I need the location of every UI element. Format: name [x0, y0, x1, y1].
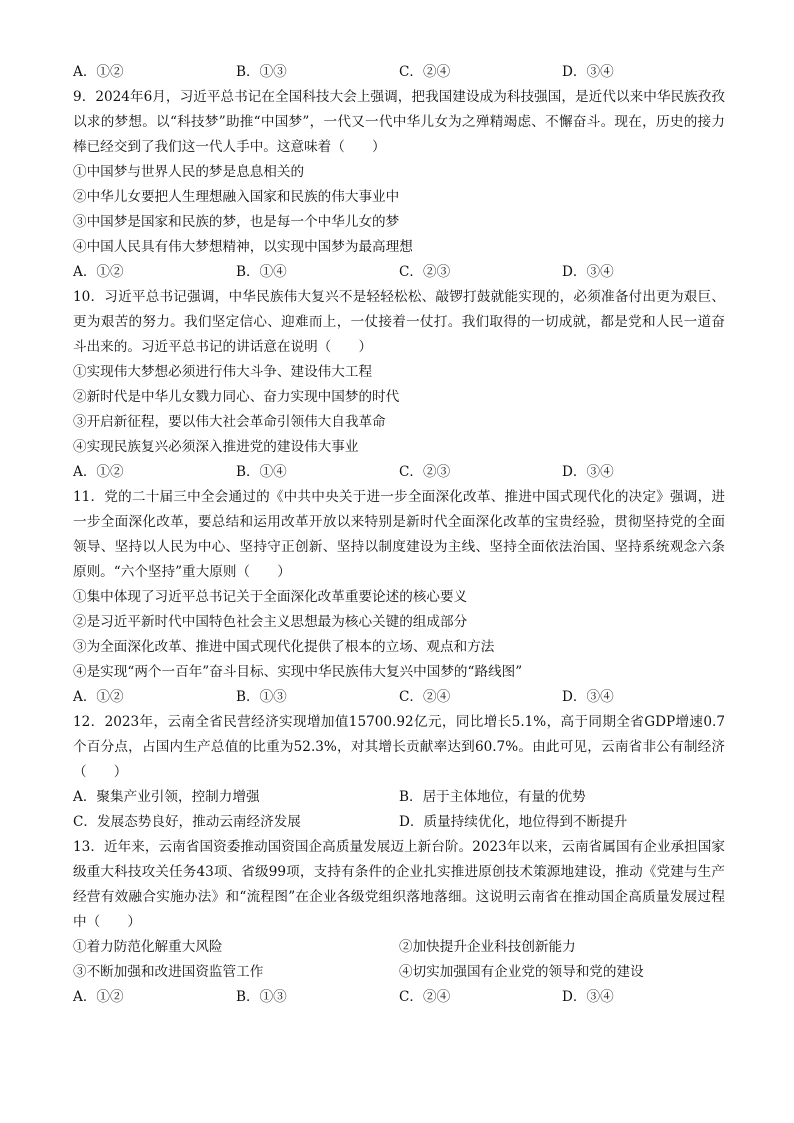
answer-options-q13 [73, 985, 725, 1010]
statement-item: ②是习近平新时代中国特色社会主义思想最为核心关键的组成部分 [73, 614, 468, 630]
option-d: D．③④ [562, 464, 614, 480]
statement-item: ③为全面深化改革、推进中国式现代化提供了根本的立场、观点和方法 [73, 639, 495, 655]
statement-item: ①集中体现了习近平总书记关于全面深化改革重要论述的核心要义 [73, 589, 468, 605]
question-9-stem: 9．2024年6月，习近平总书记在全国科技大会上强调，把我国建设成为科技强国，是近代以来中华民族孜孜以求的梦想。以“科技梦”助推“中国梦”，一代又一代中华儿女为之殚精竭虑、不懈奋斗。现在，历史的接力棒已经交到了我们这一代人手中。这意味着（ ） [73, 89, 725, 155]
option-d: D．③④ [562, 264, 614, 280]
answer-options-q8 [73, 60, 725, 85]
statement-item: ②中华儿女要把人生理想融入国家和民族的伟大事业中 [73, 189, 400, 205]
answer-options-q9 [73, 260, 725, 285]
statement-item: ④中国人民具有伟大梦想精神，以实现中国梦为最高理想 [73, 239, 413, 255]
statement-item: ④切实加强国有企业党的领导和党的建设 [399, 964, 644, 980]
option-a: A．①② [73, 464, 124, 480]
statement-item: ①着力防范化解重大风险 [73, 939, 223, 955]
option-b: B．①④ [236, 464, 287, 480]
exam-page [73, 60, 725, 1010]
option-d: D．③④ [562, 989, 614, 1005]
option-c: C．②④ [399, 689, 451, 705]
question-12-stem: 12．2023年，云南全省民营经济实现增加值15700.92亿元，同比增长5.1%，高于同期全省GDP增速0.7个百分点，占国内生产总值的比重为52.3%，对其增长贡献率达到60.7%。由此可见，云南省非公有制经济（ ） [73, 714, 725, 780]
statement-item: ④是实现“两个一百年”奋斗目标、实现中华民族伟大复兴中国梦的“路线图” [73, 664, 523, 680]
option-c: C．②③ [399, 264, 451, 280]
statement-item: ③中国梦是国家和民族的梦，也是每一个中华儿女的梦 [73, 214, 400, 230]
question-11-stem: 11．党的二十届三中全会通过的《中共中央关于进一步全面深化改革、推进中国式现代化的决定》强调，进一步全面深化改革，要总结和运用改革开放以来特别是新时代全面深化改革的宝贵经验，贯彻坚持党的全面领导、坚持以人民为中心、坚持守正创新、坚持以制度建设为主线、坚持全面依法治国、坚持系统观念六条原则。“六个坚持”重大原则（ ） [73, 489, 725, 580]
option-a: A．①② [73, 689, 124, 705]
question-10-stem: 10．习近平总书记强调，中华民族伟大复兴不是轻轻松松、敲锣打鼓就能实现的，必须准备付出更为艰巨、更为艰苦的努力。我们坚定信心、迎难而上，一仗接着一仗打。我们取得的一切成就，都是党和人民一道奋斗出来的。习近平总书记的讲话意在说明（ ） [73, 289, 725, 355]
option-a: A．聚集产业引领，控制力增强 [73, 789, 260, 805]
option-a: A．①② [73, 64, 124, 80]
option-b: B．①④ [236, 264, 287, 280]
statement-item: ③不断加强和改进国资监管工作 [73, 964, 264, 980]
option-c: C．发展态势良好，推动云南经济发展 [73, 814, 301, 830]
option-c: C．②③ [399, 464, 451, 480]
option-b: B．①③ [236, 989, 287, 1005]
answer-options-q12-row1 [73, 785, 725, 810]
option-b: B．①③ [236, 64, 287, 80]
option-b: B．居于主体地位，有量的优势 [399, 789, 586, 805]
option-c: C．②④ [399, 989, 451, 1005]
answer-options-q11 [73, 685, 725, 710]
option-d: D．质量持续优化，地位得到不断提升 [399, 814, 628, 830]
option-d: D．③④ [562, 64, 614, 80]
statement-item: ②加快提升企业科技创新能力 [399, 939, 576, 955]
statement-item: ②新时代是中华儿女戮力同心、奋力实现中国梦的时代 [73, 389, 400, 405]
question-13-stem: 13．近年来，云南省国资委推动国资国企高质量发展迈上新台阶。2023年以来，云南省属国有企业承担国家级重大科技攻关任务43项、省级99项，支持有条件的企业扎实推进原创技术策源地建设，推动《党建与生产经营有效融合实施办法》和“流程图”在企业各级党组织落地落细。这说明云南省在推动国企高质量发展过程中（ ） [73, 839, 725, 930]
option-b: B．①③ [236, 689, 287, 705]
answer-options-q12-row2 [73, 810, 725, 835]
statement-item: ④实现民族复兴必须深入推进党的建设伟大事业 [73, 439, 359, 455]
statement-item: ①实现伟大梦想必须进行伟大斗争、建设伟大工程 [73, 364, 373, 380]
option-c: C．②④ [399, 64, 451, 80]
statement-items-q13-row1 [73, 935, 725, 960]
option-a: A．①② [73, 989, 124, 1005]
option-d: D．③④ [562, 689, 614, 705]
statement-item: ①中国梦与世界人民的梦是息息相关的 [73, 164, 305, 180]
answer-options-q10 [73, 460, 725, 485]
statement-item: ③开启新征程，要以伟大社会革命引领伟大自我革命 [73, 414, 386, 430]
option-a: A．①② [73, 264, 124, 280]
statement-items-q13-row2 [73, 960, 725, 985]
